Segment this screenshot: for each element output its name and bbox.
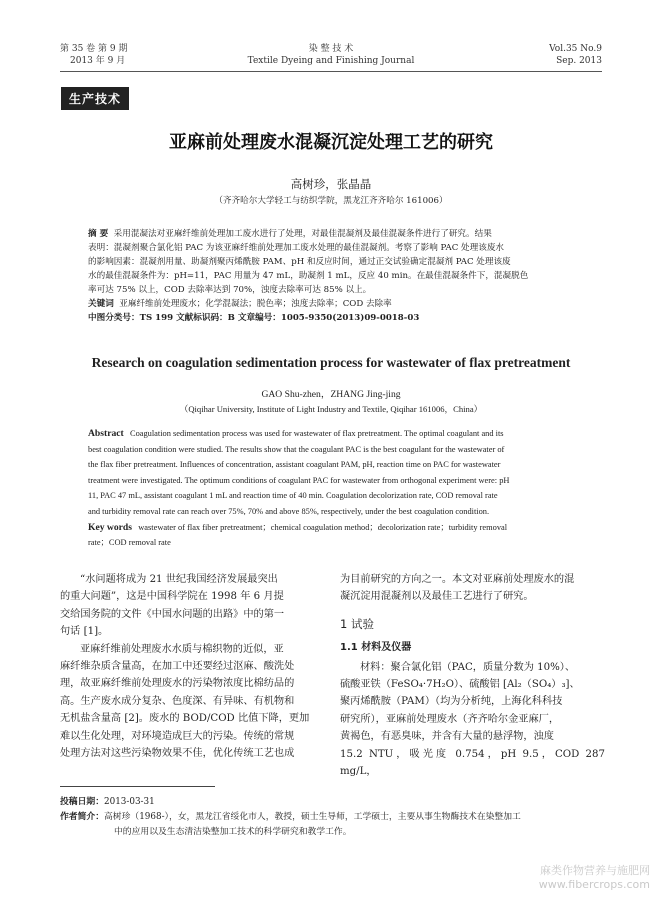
section-heading: 1 试验 — [340, 616, 374, 631]
abstract-cn-line: 水的最佳混凝条件为：pH=11，PAC 用量为 47 mL，助凝剂 1 mL，反应 40 min。在最佳混凝条件下，混凝脱色 — [88, 271, 529, 281]
section-tag: 生产技术 — [61, 87, 129, 110]
body-line: 句话 [1]。 — [60, 626, 109, 638]
body-line: 为目前研究的方向之一。本文对亚麻前处理废水的混 — [340, 574, 575, 585]
body-line: 15.2 NTU，吸光度 0.754，pH 9.5，COD 287 mg/L， — [340, 748, 605, 778]
abstract-cn-line: 采用混凝法对亚麻纤维前处理加工废水进行了处理，对最佳混凝剂及最佳混凝条件进行了研究。结果 — [113, 229, 492, 239]
affiliation-cn: （齐齐哈尔大学轻工与纺织学院，黑龙江齐齐哈尔 161006） — [214, 196, 448, 206]
body-line: 麻纤维杂质含量高，在加工中还要经过沤麻、酸洗处 — [60, 661, 295, 673]
volume-issue: 第 35 卷 第 9 期 — [60, 44, 128, 54]
journal-volume-info — [60, 43, 127, 67]
paper-title-cn: 亚麻前处理废水混凝沉淀处理工艺的研究 — [169, 132, 493, 153]
header-rule — [60, 71, 602, 72]
issue-date: 2013 年 9 月 — [70, 56, 126, 66]
keywords-cn-label: 关键词 — [88, 299, 114, 309]
footnote-rule — [60, 786, 215, 787]
volume-en: Vol.35 No.9 — [549, 44, 602, 54]
received-label: 投稿日期： — [60, 797, 104, 807]
abstract-en-line: treatment were investigated. The optimum conditions of coagulant PAC for wastewater from orthogonal experiment were: pH — [88, 475, 510, 485]
keywords-en-line: rate；COD removal rate — [88, 538, 171, 548]
body-line: 高。生产废水成分复杂、色度深、有异味、有机物和 — [60, 695, 295, 707]
journal-name-cn: 染 整 技 术 — [308, 44, 354, 54]
journal-volume-en — [549, 43, 602, 67]
authors-cn: 高树珍，张晶晶 — [290, 177, 372, 191]
watermark — [539, 864, 650, 892]
abstract-en — [88, 426, 588, 551]
body-line: 难以生化处理，对环境造成巨大的污染。传统的常规 — [60, 730, 295, 742]
classification-cn: 中图分类号：TS 199 文献标识码：B 文章编号：1005-9350(2013)09-0018-03 — [88, 313, 420, 323]
body-line: 硫酸亚铁（FeSO₄·7H₂O）、硫酸铝 [Al₂（SO₄）₃]、 — [340, 679, 580, 691]
abstract-cn-line: 表明：混凝剂聚合氯化铝 PAC 为该亚麻纤维前处理加工废水处理的最佳混凝剂。考察了影响 PAC 处理该废水 — [88, 243, 505, 253]
abstract-cn — [88, 227, 588, 325]
abstract-cn-line: 率可达 75% 以上，COD 去除率达到 70%，浊度去除率可达 85% 以上。 — [88, 285, 372, 295]
authors-en: GAO Shu-zhen，ZHANG Jing-jing — [261, 389, 401, 400]
subsection-heading: 1.1 材料及仪器 — [340, 642, 412, 654]
body-line: 处理方法对这些污染物效果不佳，优化传统工艺也成 — [60, 748, 295, 760]
body-right-column — [340, 571, 605, 780]
abstract-en-line: 11, PAC 47 mL, assistant coagulant 1 mL and reaction time of 40 min. Coagulation decolorization rate, COD removal rate — [88, 491, 498, 501]
body-line: 研究所），亚麻前处理废水（齐齐哈尔金亚麻厂， — [340, 713, 560, 725]
keywords-cn: 亚麻纤维前处理废水；化学混凝法；脱色率；浊度去除率；COD 去除率 — [119, 299, 392, 309]
abstract-cn-line: 的影响因素：混凝剂用量、助凝剂聚丙烯酰胺 PAM、pH 和反应时间，通过正交试验确定混凝剂 PAC 处理该废 — [88, 257, 511, 267]
body-line: 无机盐含量高 [2]。废水的 BOD/COD 比值下降，更加 — [60, 713, 310, 725]
body-line: 的重大问题”，这是中国科学院在 1998 年 6 月提 — [60, 591, 284, 603]
abstract-cn-label: 摘 要 — [88, 229, 109, 239]
journal-name — [231, 43, 431, 67]
received-date: 2013-03-31 — [104, 797, 155, 807]
body-line: 聚丙烯酰胺（PAM）（均为分析纯，上海化科科技 — [340, 696, 563, 708]
watermark-cn: 麻类作物营养与施肥网 — [540, 864, 650, 877]
abstract-en-line: Coagulation sedimentation process was used for wastewater of flax pretreatment. The optimal coagulant and its — [129, 429, 504, 438]
author-bio: 高树珍（1968-），女，黑龙江省绥化市人，教授，硕士生导师，工学硕士，主要从事生物酶技术在染整加工 — [104, 812, 521, 822]
body-line: 黄褐色，有恶臭味，并含有大量的悬浮物，浊度 — [340, 731, 554, 743]
abstract-en-line: and turbidity removal rate can reach over 75%, 70% and above 85%, respectively, under the best coagulation condition. — [88, 506, 490, 516]
keywords-en-label: Key words — [88, 521, 132, 533]
watermark-url: www.fibercrops.com — [538, 878, 650, 891]
journal-name-en: Textile Dyeing and Finishing Journal — [247, 56, 415, 66]
abstract-en-line: the flax fiber pretreatment. Influences of concentration, assistant coagulant PAM, pH, reaction time on PAC for wastewater — [88, 460, 501, 470]
body-left-column — [60, 571, 326, 762]
body-line: 理，故亚麻纤维前处理废水的污染物浓度比棉纺品的 — [60, 678, 295, 690]
body-line: 材料：聚合氯化铝（PAC，质量分数为 10%）、 — [360, 661, 576, 673]
body-line: 亚麻纤维前处理废水水质与棉织物的近似，亚 — [80, 643, 284, 655]
keywords-en-line: wastewater of flax fiber pretreatment；chemical coagulation method；decolorization rate；turbidity removal — [138, 522, 508, 532]
abstract-en-line: best coagulation condition were studied. The results show that the coagulant PAC is the best coagulant for the wastewater of — [88, 444, 505, 454]
author-bio-label: 作者简介： — [60, 812, 104, 822]
footnote — [60, 795, 605, 840]
body-line: “水问题将成为 21 世纪我国经济发展最突出 — [80, 574, 278, 585]
abstract-en-label: Abstract — [88, 428, 124, 439]
affiliation-en: （Qiqihar University, Institute of Light Industry and Textile, Qiqihar 161006，China） — [179, 404, 483, 414]
paper-title-en: Research on coagulation sedimentation process for wastewater of flax pretreatment — [91, 355, 571, 370]
body-line: 凝沉淀用混凝剂以及最佳工艺进行了研究。 — [340, 591, 534, 603]
date-en: Sep. 2013 — [556, 56, 602, 66]
author-bio-cont: 中的应用以及生态清洁染整加工技术的科学研究和教学工作。 — [114, 827, 352, 837]
body-line: 交给国务院的文件《中国水问题的出路》中的第一 — [60, 608, 285, 620]
